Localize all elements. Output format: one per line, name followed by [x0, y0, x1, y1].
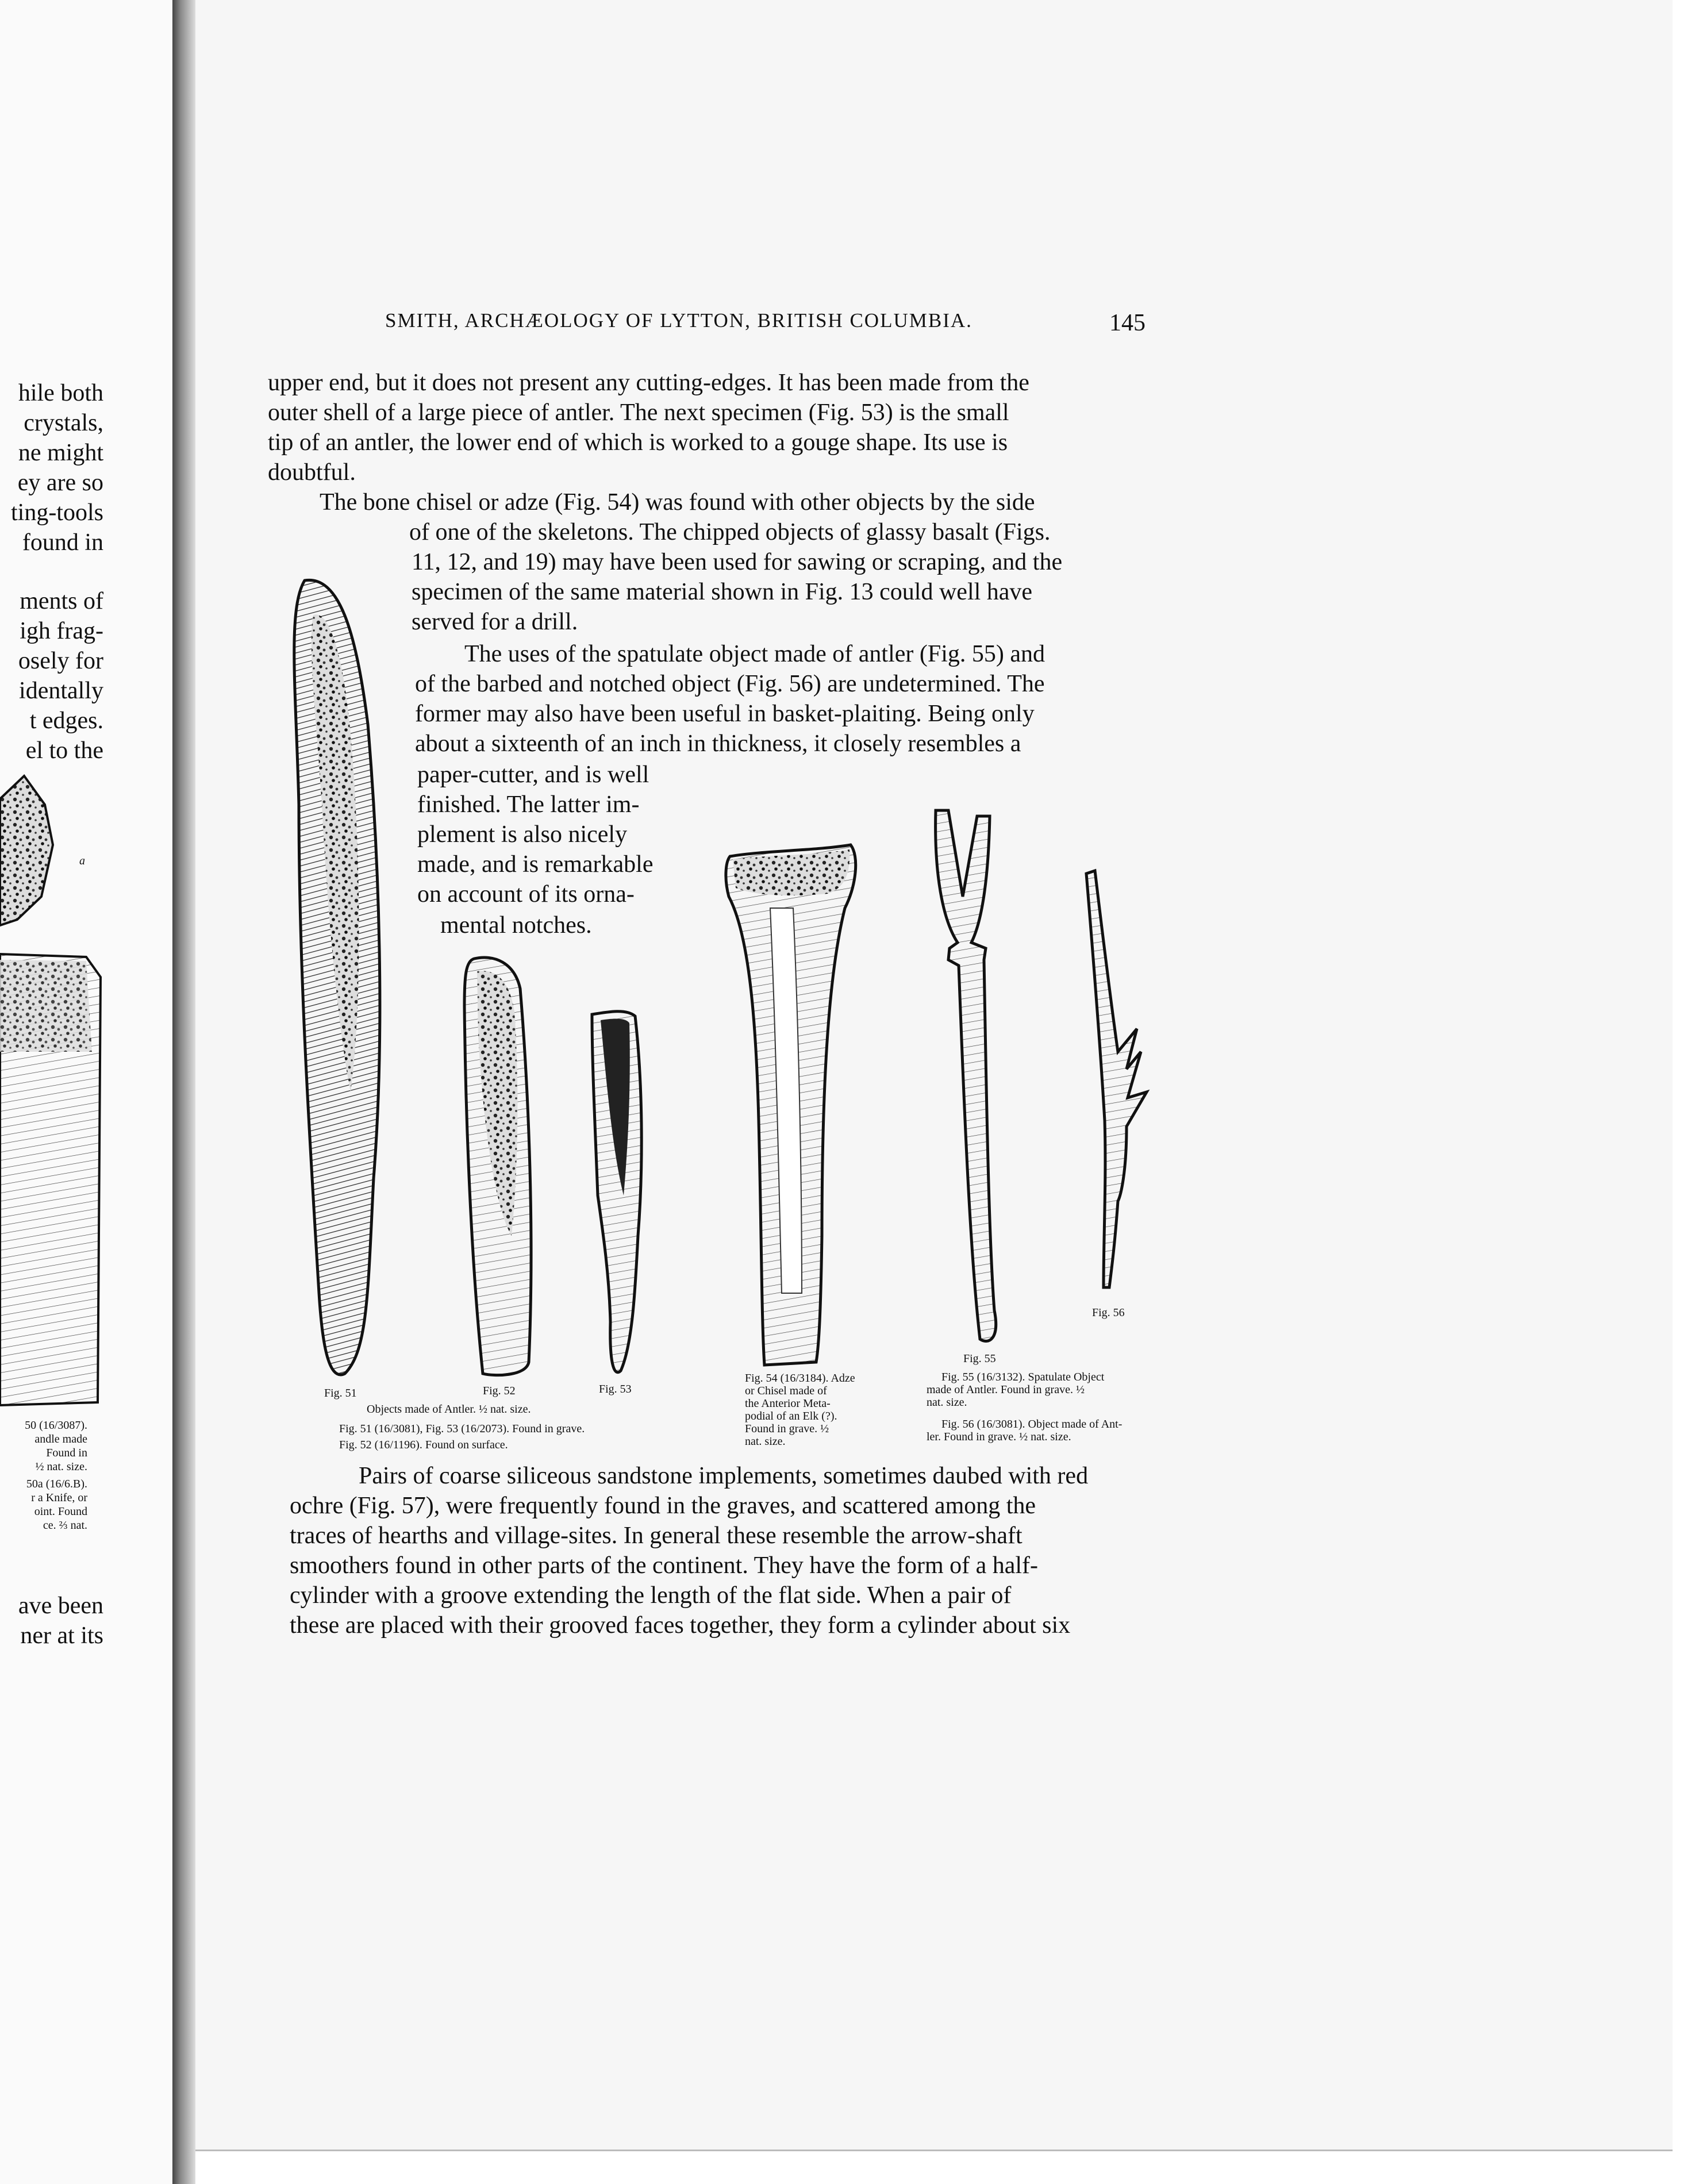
left-page-figure-fragments	[0, 776, 101, 1405]
text-line: tip of an antler, the lower end of which is worked to a gouge shape. Its use is	[268, 429, 1008, 456]
text-line: The bone chisel or adze (Fig. 54) was found with other objects by the side	[320, 489, 1035, 516]
left-line: hile both	[18, 380, 103, 406]
text-line: about a sixteenth of an inch in thickness, it closely resembles a	[415, 730, 1021, 757]
caption-51-53-line: Fig. 51 (16/3081), Fig. 53 (16/2073). Found in grave.	[339, 1422, 585, 1435]
caption-55-line: Fig. 55 (16/3132). Spatulate Object	[941, 1371, 1105, 1383]
left-line: ner at its	[20, 1622, 103, 1649]
page-number: 145	[1109, 310, 1146, 336]
caption-54-line: podial of an Elk (?).	[745, 1410, 837, 1422]
text-line: finished. The latter im-	[417, 791, 640, 818]
left-line: found in	[22, 529, 103, 556]
caption-54-line: Found in grave. ½	[745, 1422, 829, 1435]
text-line: these are placed with their grooved faces together, they form a cylinder about six	[290, 1612, 1071, 1639]
left-caption-line: ce. ⅔ nat.	[43, 1519, 87, 1532]
fig54-drawing	[726, 845, 856, 1365]
text-line: traces of hearths and village-sites. In general these resemble the arrow-shaft	[290, 1522, 1023, 1549]
fig56-drawing	[1086, 871, 1147, 1287]
left-line: ne might	[18, 440, 103, 466]
fig53-drawing	[592, 1012, 641, 1372]
caption-56-line: ler. Found in grave. ½ nat. size.	[927, 1431, 1071, 1443]
left-line: identally	[19, 678, 103, 704]
left-caption-line: Found in	[46, 1447, 87, 1459]
text-line: plement is also nicely	[417, 821, 628, 848]
caption-51-53-line: Fig. 52 (16/1196). Found on surface.	[339, 1439, 508, 1451]
left-caption-line: andle made	[34, 1433, 87, 1445]
caption-54-line: the Anterior Meta-	[745, 1397, 831, 1410]
left-line: ting-tools	[10, 499, 103, 526]
left-caption-line: r a Knife, or	[31, 1491, 87, 1504]
text-line: mental notches.	[440, 912, 592, 939]
text-line: former may also have been useful in basket-plaiting. Being only	[415, 701, 1035, 727]
fig55-drawing	[936, 810, 996, 1341]
left-line: t edges.	[29, 708, 103, 734]
left-line: crystals,	[24, 410, 103, 436]
fig53-label: Fig. 53	[599, 1383, 632, 1395]
left-caption-line: 50 (16/3087).	[25, 1419, 87, 1432]
left-line: el to the	[25, 737, 103, 764]
left-line: igh frag-	[20, 618, 103, 644]
fig56-label: Fig. 56	[1092, 1306, 1125, 1319]
text-line: The uses of the spatulate object made of antler (Fig. 55) and	[464, 641, 1045, 667]
text-line: ochre (Fig. 57), were frequently found in the graves, and scattered among the	[290, 1493, 1036, 1519]
text-line: specimen of the same material shown in Fig. 13 could well have	[412, 579, 1033, 605]
left-figure-marker: a	[79, 855, 85, 867]
left-line: ave been	[18, 1593, 103, 1619]
fig52-label: Fig. 52	[483, 1385, 516, 1397]
text-line: on account of its orna-	[417, 881, 635, 908]
text-line: 11, 12, and 19) may have been used for sawing or scraping, and the	[412, 549, 1063, 575]
caption-55-line: made of Antler. Found in grave. ½	[927, 1383, 1085, 1396]
caption-56-line: Fig. 56 (16/3081). Object made of Ant-	[941, 1418, 1123, 1431]
text-line: outer shell of a large piece of antler. The next specimen (Fig. 53) is the small	[268, 399, 1009, 426]
caption-55-line: nat. size.	[927, 1396, 967, 1409]
caption-54-line: or Chisel made of	[745, 1385, 827, 1397]
left-caption-line: ½ nat. size.	[35, 1460, 87, 1473]
text-line: served for a drill.	[412, 609, 578, 635]
left-line: osely for	[18, 648, 103, 674]
text-line: upper end, but it does not present any cutting-edges. It has been made from the	[268, 370, 1029, 396]
text-line: of one of the skeletons. The chipped objects of glassy basalt (Figs.	[409, 519, 1051, 545]
text-line: cylinder with a groove extending the length of the flat side. When a pair of	[290, 1582, 1012, 1609]
running-head: SMITH, ARCHÆOLOGY OF LYTTON, BRITISH COLUMBIA.	[385, 309, 972, 332]
text-line: doubtful.	[268, 459, 356, 486]
text-line: of the barbed and notched object (Fig. 56) are undetermined. The	[415, 671, 1045, 697]
left-caption-line: oint. Found	[34, 1505, 87, 1518]
fig51-label: Fig. 51	[324, 1387, 357, 1399]
left-line: ments of	[20, 588, 103, 614]
text-line: paper-cutter, and is well	[417, 762, 649, 788]
left-line: ey are so	[17, 470, 103, 496]
fig52-drawing	[464, 958, 531, 1375]
fig55-label: Fig. 55	[963, 1352, 996, 1365]
text-line: Pairs of coarse siliceous sandstone implements, sometimes daubed with red	[359, 1463, 1089, 1489]
caption-54-line: Fig. 54 (16/3184). Adze	[745, 1372, 855, 1385]
left-caption-line: 50a (16/6.B).	[26, 1478, 87, 1490]
caption-54-line: nat. size.	[745, 1435, 786, 1448]
text-line: made, and is remarkable	[417, 851, 654, 878]
fig51-drawing	[294, 580, 380, 1375]
caption-51-53-line: Objects made of Antler. ½ nat. size.	[367, 1403, 531, 1416]
text-line: smoothers found in other parts of the continent. They have the form of a half-	[290, 1552, 1039, 1579]
